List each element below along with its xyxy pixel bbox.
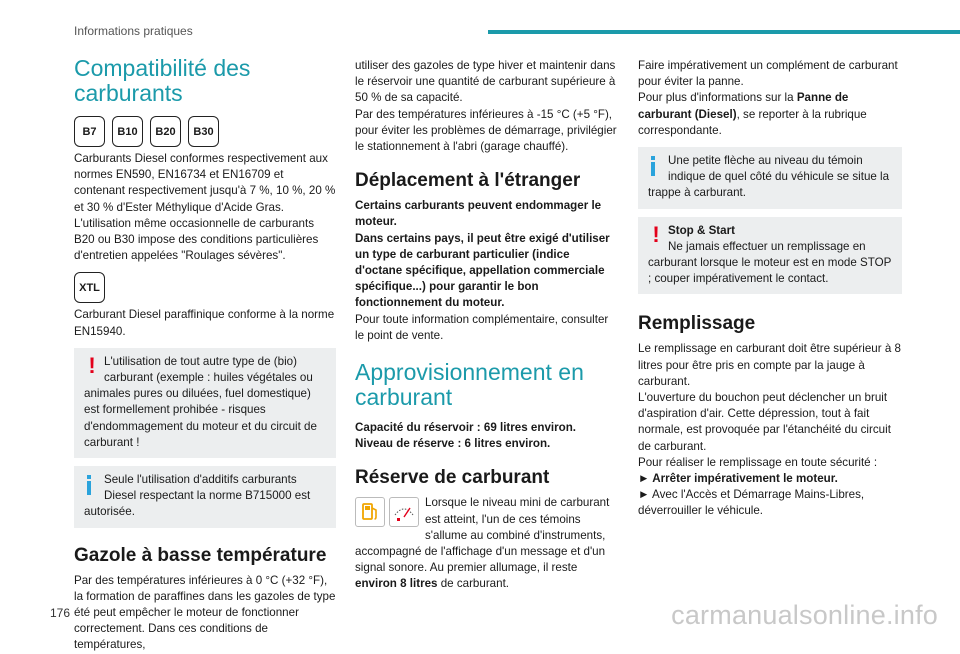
warning-exclamation-icon: ! (88, 352, 96, 378)
refuel-intro-link: Panne de carburant (Diesel) (638, 91, 849, 121)
diesel-standards-text: Carburants Diesel conformes respectivement aux normes EN590, EN16734 et EN16709 et contenant respectivement jusqu'à 7 %, 10 %, 20 % et 30 % d'Ester Méthylique d'Acide Gras. L'utilisation même occasionnelle de carburants B20 ou B30 impose des conditions particulières d'entretien appelées "Roulages sévères". (74, 152, 336, 263)
fuel-badge-b30: B30 (188, 116, 219, 147)
header-title: Informations pratiques (74, 24, 193, 38)
fuel-badges (74, 116, 336, 147)
fuel-gauge-icon (389, 497, 419, 527)
tank-capacity-text: Capacité du réservoir : 69 litres environ. Niveau de réserve : 6 litres environ. (355, 421, 577, 451)
warning-note-text: L'utilisation de tout autre type de (bio) carburant (exemple : huiles végétales ou animales pures ou diluées, fuel domestique) est formellement prohibée - risques d'endommagement du moteur et du circuit de carburant ! (84, 354, 317, 449)
fuel-badge-b7: B7 (74, 116, 105, 147)
info-note-arrow (638, 147, 902, 209)
abroad-info-text: Pour toute information complémentaire, consulter le point de vente. (355, 312, 609, 342)
warning-exclamation-icon: ! (652, 221, 660, 247)
section-title-reserve: Réserve de carburant (355, 467, 550, 489)
info-note-additives (74, 466, 336, 528)
watermark: carmanualsonline.info (671, 600, 938, 630)
abroad-warning-text: Certains carburants peuvent endommager le moteur. Dans certains pays, il peut être exigé d'utiliser un type de carburant particulier (indice d'octane spécifique, appellation commerciale spécifique...) pour garantir le bon fonctionnement du moteur. (355, 199, 610, 310)
xtl-badge-row (74, 272, 336, 303)
low-temp-text: Par des températures inférieures à 0 °C (+32 °F), la formation de paraffines dans les gazoles de type été peut empêcher le moteur de fonctionner correctement. Dans ces conditions de températures, (74, 573, 336, 652)
refuel-intro-part-2: , se reporter à la rubrique correspondante. (638, 107, 867, 137)
refill-step-1: ► Arrêter impérativement le moteur. (638, 472, 838, 486)
warning-note-stop-start (638, 217, 902, 295)
warning-note-fuel (74, 348, 336, 458)
warning-note-title: Stop & Start (668, 223, 735, 237)
info-icon (84, 475, 100, 500)
fuel-pump-warning-icon (355, 497, 385, 527)
page-number: 176 (50, 606, 71, 620)
info-note-text: Seule l'utilisation d'additifs carburants Diesel respectant la norme B715000 est autorisée. (84, 473, 311, 519)
section-title-abroad: Déplacement à l'étranger (355, 170, 581, 192)
column-1 (74, 54, 336, 654)
reserve-indicator-icons (355, 497, 419, 527)
reserve-text-part-1: Lorsque le niveau mini de carburant est atteint, l'un de ces témoins s'allume au combiné d'instruments, accompagné de l'affichage d'un message et d'un signal sonore. Au premier allumage, il reste (355, 496, 610, 575)
section-title-refill: Remplissage (638, 313, 756, 335)
section-title-supply: Approvisionnement en carburant (355, 359, 584, 411)
column-3 (638, 58, 902, 520)
refill-text: Le remplissage en carburant doit être supérieur à 8 litres pour être pris en compte par la jauge à carburant. L'ouverture du bouchon peut déclencher un bruit d'aspiration d'air. Cette dépression, tout à fait normale, est provoquée par l'étanchéité du circuit de carburant. Pour réaliser le remplissage en toute sécurité : (638, 342, 901, 469)
column-2 (355, 58, 617, 593)
refuel-intro-text (638, 58, 902, 139)
header-accent-bar (488, 30, 960, 34)
info-icon (648, 156, 664, 181)
fuel-badge-b20: B20 (150, 116, 181, 147)
refuel-intro-part-1: Faire impérativement un complément de carburant pour éviter la panne. Pour plus d'informations sur la (638, 59, 898, 105)
reserve-text-part-2: de carburant. (437, 577, 510, 591)
xtl-text: Carburant Diesel paraffinique conforme à la norme EN15940. (74, 308, 335, 338)
fuel-badge-xtl: XTL (74, 272, 105, 303)
refill-step-2: ► Avec l'Accès et Démarrage Mains-Libres, déverrouiller le véhicule. (638, 488, 865, 518)
section-title-low-temp: Gazole à basse température (74, 544, 327, 566)
fuel-badge-b10: B10 (112, 116, 143, 147)
reserve-amount: environ 8 litres (355, 577, 438, 591)
info-note-arrow-text: Une petite flèche au niveau du témoin indique de quel côté du véhicule se situe la trappe à carburant. (648, 154, 890, 200)
section-title-compatibility: Compatibilité des carburants (74, 55, 251, 106)
winter-diesel-text: utiliser des gazoles de type hiver et maintenir dans le réservoir une quantité de carburant supérieure à 50 % de sa capacité. Par des températures inférieures à -15 °C (+5 °F), pour éviter les problèmes de démarrage, privilégier le stationnement à l'abri (garage chauffé). (355, 59, 617, 154)
warning-note-stop-start-text: Ne jamais effectuer un remplissage en carburant lorsque le moteur est en mode STOP ; couper impérativement le contact. (648, 239, 892, 286)
